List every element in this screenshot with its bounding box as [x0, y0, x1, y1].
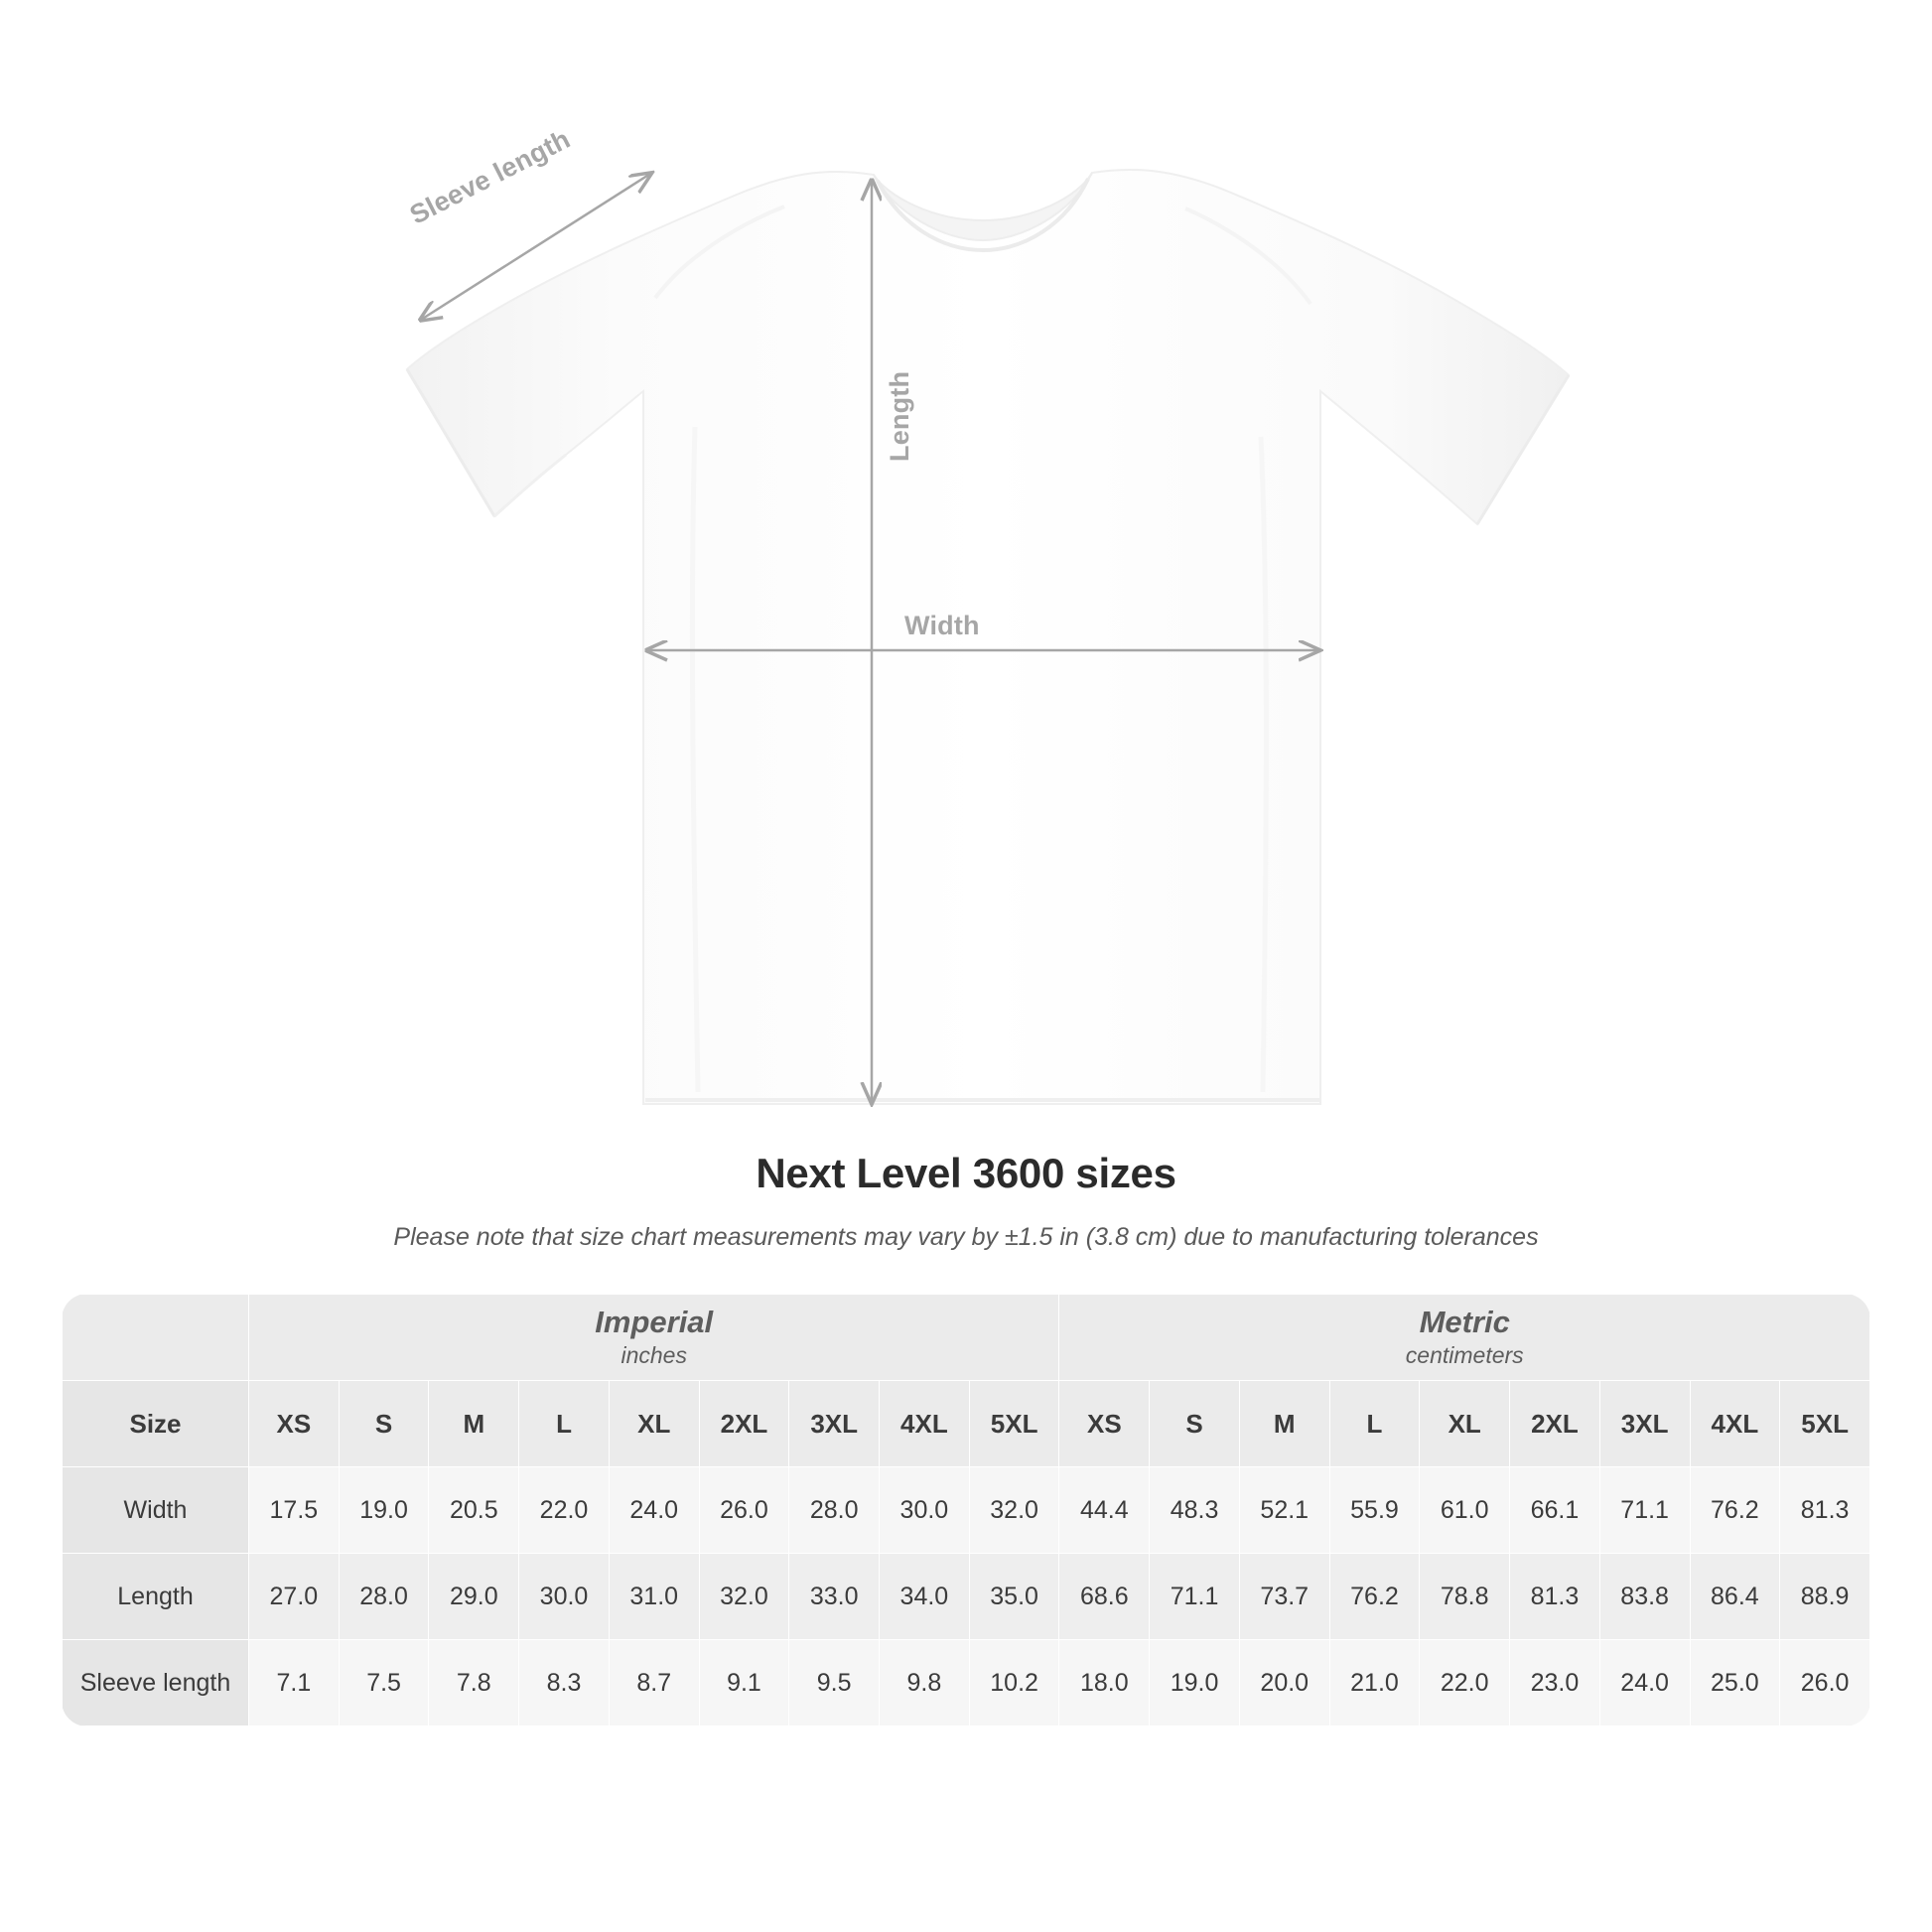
- size-header-cell: XL: [1420, 1381, 1510, 1467]
- units-header-row: [63, 1295, 1870, 1381]
- page-title: Next Level 3600 sizes: [756, 1150, 1176, 1196]
- size-header-cell: L: [1329, 1381, 1420, 1467]
- row-header-width: Width: [63, 1467, 249, 1554]
- size-header-cell: S: [339, 1381, 429, 1467]
- unit-name-metric: Metric: [1419, 1304, 1510, 1339]
- size-header-cell: XS: [249, 1381, 340, 1467]
- measurement-cell: 68.6: [1059, 1554, 1150, 1640]
- row-header-size: Size: [63, 1381, 249, 1467]
- table-row: [63, 1467, 1870, 1554]
- row-header-sleeve-length: Sleeve length: [63, 1640, 249, 1726]
- unit-sub-metric: centimeters: [1405, 1342, 1524, 1369]
- measurement-cell: 76.2: [1690, 1467, 1780, 1554]
- measurement-cell: 71.1: [1599, 1467, 1690, 1554]
- measurement-cell: 18.0: [1059, 1640, 1150, 1726]
- measurement-cell: 88.9: [1780, 1554, 1870, 1640]
- measurement-cell: 23.0: [1510, 1640, 1600, 1726]
- measurement-cell: 27.0: [249, 1554, 340, 1640]
- size-header-cell: M: [1239, 1381, 1329, 1467]
- measurement-cell: 19.0: [339, 1467, 429, 1554]
- measurement-cell: 35.0: [969, 1554, 1059, 1640]
- size-header-cell: S: [1150, 1381, 1240, 1467]
- measurement-cell: 33.0: [789, 1554, 880, 1640]
- measurement-cell: 24.0: [609, 1467, 699, 1554]
- measurement-cell: 44.4: [1059, 1467, 1150, 1554]
- measurement-cell: 9.1: [699, 1640, 789, 1726]
- measurement-cell: 30.0: [880, 1467, 970, 1554]
- width-dimension-label: Width: [904, 611, 980, 640]
- size-header-cell: L: [519, 1381, 610, 1467]
- tolerance-note: Please note that size chart measurements may vary by ±1.5 in (3.8 cm) due to manufacturing tolerances: [393, 1223, 1539, 1251]
- unit-sub-imperial: inches: [621, 1342, 687, 1369]
- measurement-cell: 29.0: [429, 1554, 519, 1640]
- size-header-cell: 4XL: [880, 1381, 970, 1467]
- table-row: [63, 1554, 1870, 1640]
- measurement-cell: 73.7: [1239, 1554, 1329, 1640]
- measurement-cell: 81.3: [1510, 1554, 1600, 1640]
- measurement-cell: 19.0: [1150, 1640, 1240, 1726]
- measurement-cell: 66.1: [1510, 1467, 1600, 1554]
- measurement-cell: 76.2: [1329, 1554, 1420, 1640]
- size-header-cell: 3XL: [789, 1381, 880, 1467]
- size-header-cell: M: [429, 1381, 519, 1467]
- measurement-cell: 55.9: [1329, 1467, 1420, 1554]
- measurement-cell: 20.5: [429, 1467, 519, 1554]
- measurement-cell: 22.0: [1420, 1640, 1510, 1726]
- measurement-cell: 8.3: [519, 1640, 610, 1726]
- size-header-row: [63, 1381, 1870, 1467]
- measurement-cell: 24.0: [1599, 1640, 1690, 1726]
- measurement-cell: 9.8: [880, 1640, 970, 1726]
- measurement-cell: 30.0: [519, 1554, 610, 1640]
- measurement-cell: 34.0: [880, 1554, 970, 1640]
- size-header-cell: 5XL: [1780, 1381, 1870, 1467]
- measurement-cell: 25.0: [1690, 1640, 1780, 1726]
- length-dimension-label: Length: [885, 370, 914, 462]
- measurement-cell: 20.0: [1239, 1640, 1329, 1726]
- size-header-cell: 4XL: [1690, 1381, 1780, 1467]
- unit-name-imperial: Imperial: [595, 1304, 714, 1339]
- measurement-cell: 7.8: [429, 1640, 519, 1726]
- measurement-cell: 28.0: [789, 1467, 880, 1554]
- size-chart-body: [63, 1295, 1870, 1726]
- measurement-cell: 31.0: [609, 1554, 699, 1640]
- table-row: [63, 1640, 1870, 1726]
- title-block: [0, 1150, 1932, 1252]
- unit-header-metric: [1059, 1295, 1870, 1381]
- size-header-cell: 2XL: [1510, 1381, 1600, 1467]
- measurement-cell: 28.0: [339, 1554, 429, 1640]
- measurement-cell: 10.2: [969, 1640, 1059, 1726]
- table-corner-cell: [63, 1295, 249, 1381]
- size-header-cell: XL: [609, 1381, 699, 1467]
- row-header-length: Length: [63, 1554, 249, 1640]
- measurement-cell: 81.3: [1780, 1467, 1870, 1554]
- measurement-cell: 9.5: [789, 1640, 880, 1726]
- size-header-cell: 3XL: [1599, 1381, 1690, 1467]
- measurement-cell: 22.0: [519, 1467, 610, 1554]
- size-chart-table: [62, 1294, 1870, 1726]
- measurement-cell: 17.5: [249, 1467, 340, 1554]
- size-header-cell: 5XL: [969, 1381, 1059, 1467]
- measurement-cell: 32.0: [969, 1467, 1059, 1554]
- measurement-cell: 71.1: [1150, 1554, 1240, 1640]
- sleeve-length-dimension-label: Sleeve length: [405, 123, 576, 230]
- size-header-cell: XS: [1059, 1381, 1150, 1467]
- size-chart-table-wrapper: [62, 1294, 1870, 1726]
- measurement-cell: 78.8: [1420, 1554, 1510, 1640]
- measurement-cell: 83.8: [1599, 1554, 1690, 1640]
- measurement-cell: 86.4: [1690, 1554, 1780, 1640]
- measurement-cell: 26.0: [1780, 1640, 1870, 1726]
- measurement-cell: 52.1: [1239, 1467, 1329, 1554]
- measurement-cell: 7.5: [339, 1640, 429, 1726]
- size-header-cell: 2XL: [699, 1381, 789, 1467]
- unit-header-imperial: [249, 1295, 1059, 1381]
- measurement-cell: 61.0: [1420, 1467, 1510, 1554]
- measurement-cell: 7.1: [249, 1640, 340, 1726]
- measurement-cell: 48.3: [1150, 1467, 1240, 1554]
- measurement-cell: 21.0: [1329, 1640, 1420, 1726]
- measurement-cell: 8.7: [609, 1640, 699, 1726]
- measurement-cell: 26.0: [699, 1467, 789, 1554]
- measurement-cell: 32.0: [699, 1554, 789, 1640]
